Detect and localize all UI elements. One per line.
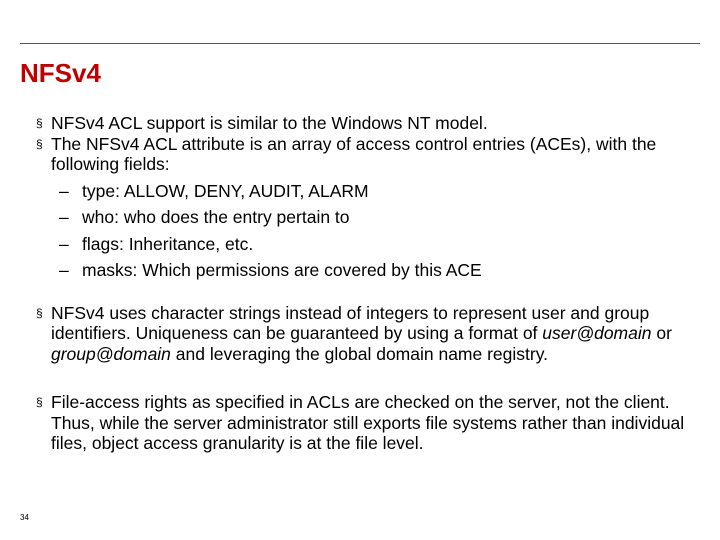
bullet-text: File-access rights as specified in ACLs are checked on the server, not the client. Thus, while the server administrator still exports file systems rather than individual files, object access granularity is at the file level.: [51, 392, 685, 453]
subitem-masks: [36, 260, 696, 281]
slide-title: NFSv4: [20, 58, 101, 88]
header-rule: [20, 43, 700, 44]
dash-marker: –: [59, 260, 69, 280]
subitem-who: [36, 207, 696, 228]
bullet-marker: §: [36, 395, 43, 409]
dash-marker: –: [59, 233, 69, 254]
bullet-acl-attribute: [36, 134, 696, 175]
dash-marker: –: [59, 207, 69, 227]
bullet-text: NFSv4 uses character strings instead of integers to represent user and group identifiers. Uniqueness can be guaranteed by using a format of user@domain or group@domain and leveraging the global domain name registry.: [51, 302, 672, 364]
slide-content: [36, 113, 696, 454]
bullet-marker: §: [36, 116, 43, 130]
dash-marker: –: [59, 180, 69, 201]
page-number: 34: [20, 513, 29, 522]
subitem-text: flags: Inheritance, etc.: [82, 233, 254, 254]
bullet-marker: §: [36, 305, 43, 320]
subitem-text: who: who does the entry pertain to: [82, 207, 350, 227]
bullet-text: NFSv4 ACL support is similar to the Windows NT model.: [51, 113, 488, 133]
italic-group-domain: group@domain: [51, 343, 171, 364]
subitem-text: masks: Which permissions are covered by this ACE: [82, 260, 482, 280]
subitem-flags: [36, 234, 696, 255]
subitem-type: [36, 181, 696, 202]
bullet-marker: §: [36, 136, 43, 151]
subitem-text: type: ALLOW, DENY, AUDIT, ALARM: [82, 180, 369, 201]
italic-user-domain: user@domain: [542, 323, 652, 343]
bullet-acl-support: [36, 113, 696, 134]
bullet-file-access: [36, 392, 696, 454]
bullet-character-strings: [36, 303, 696, 365]
bullet-text: The NFSv4 ACL attribute is an array of access control entries (ACEs), with the following fields:: [51, 133, 657, 174]
